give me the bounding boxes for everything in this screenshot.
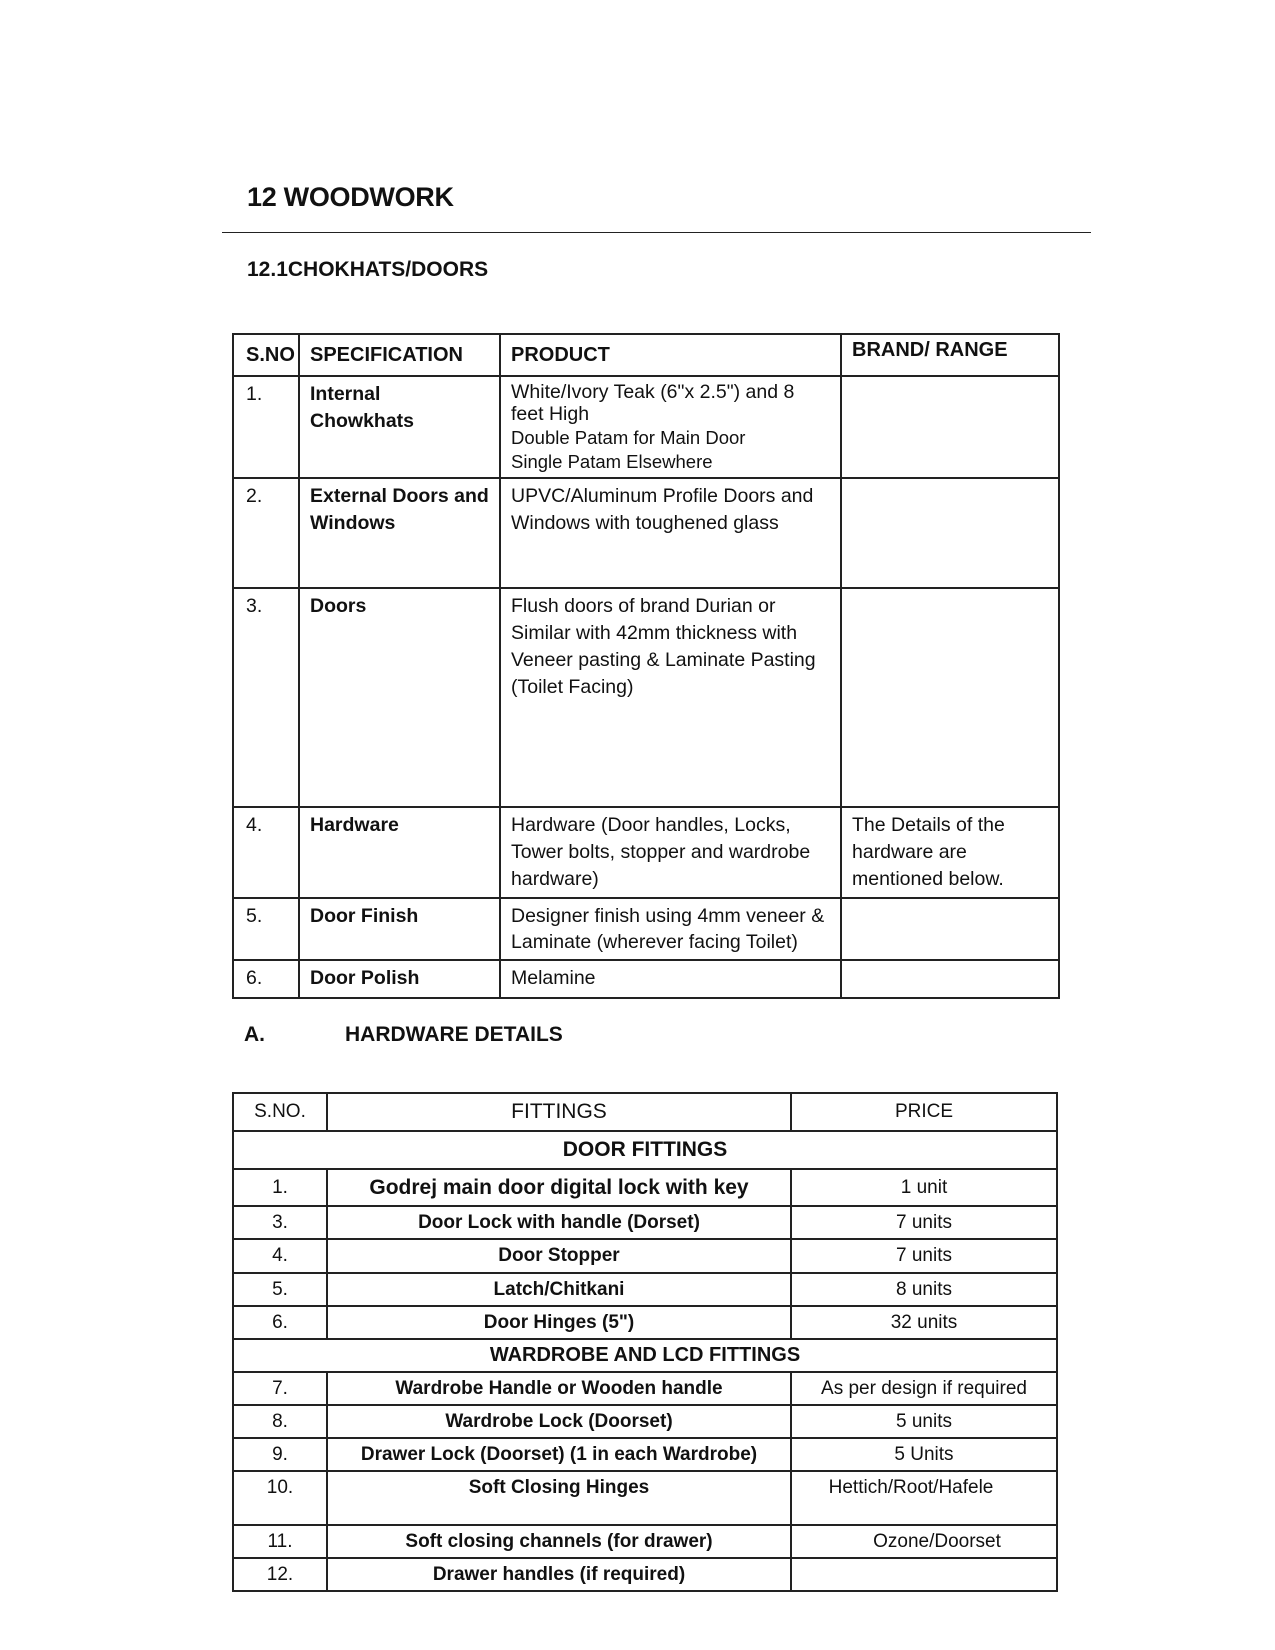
- subsection-heading: 12.1CHOKHATS/DOORS: [247, 258, 489, 281]
- row-fitting: Godrej main door digital lock with key: [327, 1169, 791, 1206]
- row-fitting: Drawer Lock (Doorset) (1 in each Wardrobe): [327, 1438, 791, 1471]
- row-product: Flush doors of brand Durian or Similar with 42mm thickness with Veneer pasting & Laminate Pasting (Toilet Facing): [500, 588, 841, 807]
- section-a-title: HARDWARE DETAILS: [345, 1023, 563, 1046]
- row-price: 7 units: [791, 1206, 1057, 1239]
- row-sno: 1.: [233, 376, 299, 478]
- header-specification: SPECIFICATION: [299, 334, 500, 376]
- row-sno: 4.: [233, 1239, 327, 1273]
- row-product: UPVC/Aluminum Profile Doors and Windows with toughened glass: [500, 478, 841, 588]
- row-fitting: Door Hinges (5"): [327, 1306, 791, 1339]
- row-product: Hardware (Door handles, Locks, Tower bolts, stopper and wardrobe hardware): [500, 807, 841, 898]
- row-price: 32 units: [791, 1306, 1057, 1339]
- row-price: Hettich/Root/Hafele: [791, 1471, 1057, 1525]
- table-row: [233, 1558, 1057, 1591]
- product-line: Double Patam for Main Door: [511, 427, 746, 448]
- header-fittings: FITTINGS: [327, 1093, 791, 1131]
- row-spec: Hardware: [299, 807, 500, 898]
- table-row: [233, 1525, 1057, 1558]
- row-price: Ozone/Doorset: [791, 1525, 1057, 1558]
- row-spec: External Doors and Windows: [299, 478, 500, 588]
- row-brand: [841, 376, 1059, 478]
- row-sno: 3.: [233, 588, 299, 807]
- row-fitting: Door Stopper: [327, 1239, 791, 1273]
- row-sno: 6.: [233, 960, 299, 998]
- row-sno: 5.: [233, 898, 299, 960]
- table-row: [233, 376, 1059, 478]
- header-sno: S.NO: [233, 334, 299, 376]
- row-fitting: Wardrobe Lock (Doorset): [327, 1405, 791, 1438]
- row-product: Melamine: [500, 960, 841, 998]
- row-sno: 10.: [233, 1471, 327, 1525]
- section-row: [233, 1131, 1057, 1169]
- row-product: Designer finish using 4mm veneer & Laminate (wherever facing Toilet): [500, 898, 841, 960]
- hardware-table: [232, 1092, 1058, 1592]
- section-wardrobe-lcd-fittings: WARDROBE AND LCD FITTINGS: [233, 1339, 1057, 1372]
- row-sno: 12.: [233, 1558, 327, 1591]
- table-row: [233, 960, 1059, 998]
- row-fitting: Latch/Chitkani: [327, 1273, 791, 1306]
- section-row: [233, 1339, 1057, 1372]
- row-spec: Doors: [299, 588, 500, 807]
- row-price: 8 units: [791, 1273, 1057, 1306]
- row-sno: 1.: [233, 1169, 327, 1206]
- row-brand: [841, 960, 1059, 998]
- header-product: PRODUCT: [500, 334, 841, 376]
- row-sno: 6.: [233, 1306, 327, 1339]
- table-row: [233, 1239, 1057, 1273]
- row-spec: Door Polish: [299, 960, 500, 998]
- table-row: [233, 1405, 1057, 1438]
- table-row: [233, 807, 1059, 898]
- row-sno: 3.: [233, 1206, 327, 1239]
- table-row: [233, 1206, 1057, 1239]
- doors-spec-table: [232, 333, 1060, 999]
- row-sno: 4.: [233, 807, 299, 898]
- header-price: PRICE: [791, 1093, 1057, 1131]
- row-fitting: Drawer handles (if required): [327, 1558, 791, 1591]
- product-line: White/Ivory Teak (6"x 2.5") and 8 feet High: [511, 381, 795, 425]
- row-brand: The Details of the hardware are mentioned below.: [841, 807, 1059, 898]
- table-row: [233, 1306, 1057, 1339]
- section-heading: 12 WOODWORK: [247, 182, 454, 212]
- heading-rule: [222, 232, 1091, 233]
- section-door-fittings: DOOR FITTINGS: [233, 1131, 1057, 1169]
- header-brand-range: BRAND/ RANGE: [841, 334, 1059, 376]
- row-sno: 8.: [233, 1405, 327, 1438]
- table-row: [233, 1273, 1057, 1306]
- table-row: [233, 1372, 1057, 1405]
- row-spec: Internal Chowkhats: [299, 376, 500, 478]
- table-row: [233, 1471, 1057, 1525]
- row-fitting: Soft closing channels (for drawer): [327, 1525, 791, 1558]
- row-fitting: Door Lock with handle (Dorset): [327, 1206, 791, 1239]
- row-spec: Door Finish: [299, 898, 500, 960]
- row-sno: 2.: [233, 478, 299, 588]
- row-sno: 9.: [233, 1438, 327, 1471]
- row-price: 7 units: [791, 1239, 1057, 1273]
- table-header-row: [233, 334, 1059, 376]
- table-row: [233, 1438, 1057, 1471]
- row-price: 5 Units: [791, 1438, 1057, 1471]
- table-row: [233, 478, 1059, 588]
- row-price: 1 unit: [791, 1169, 1057, 1206]
- header-sno: S.NO.: [233, 1093, 327, 1131]
- row-price: 5 units: [791, 1405, 1057, 1438]
- product-line: Single Patam Elsewhere: [511, 451, 713, 472]
- row-fitting: Wardrobe Handle or Wooden handle: [327, 1372, 791, 1405]
- table-row: [233, 588, 1059, 807]
- row-brand: [841, 898, 1059, 960]
- table-header-row: [233, 1093, 1057, 1131]
- row-price: As per design if required: [791, 1372, 1057, 1405]
- row-brand: [841, 478, 1059, 588]
- table-row: [233, 1169, 1057, 1206]
- table-row: [233, 898, 1059, 960]
- row-sno: 5.: [233, 1273, 327, 1306]
- row-sno: 11.: [233, 1525, 327, 1558]
- row-price: [791, 1558, 1057, 1591]
- section-a-letter: A.: [244, 1023, 265, 1046]
- row-sno: 7.: [233, 1372, 327, 1405]
- row-product: [500, 376, 841, 478]
- row-brand: [841, 588, 1059, 807]
- row-fitting: Soft Closing Hinges: [327, 1471, 791, 1525]
